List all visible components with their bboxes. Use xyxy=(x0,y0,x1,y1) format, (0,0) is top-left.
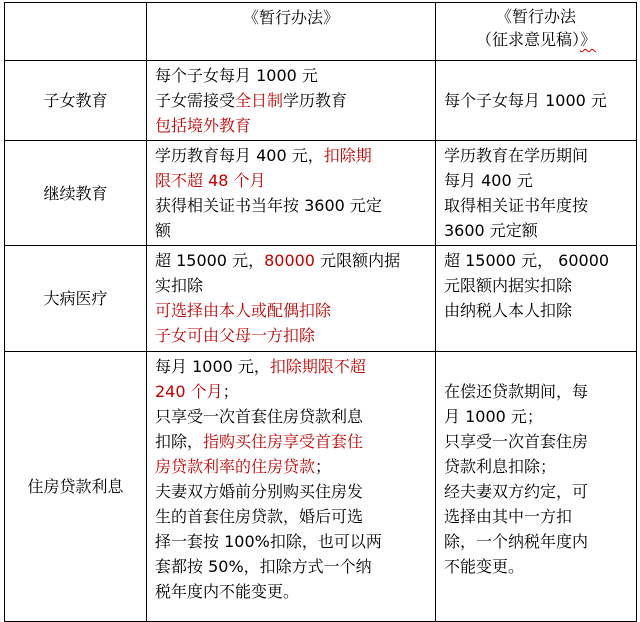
row-housing-loan-col1: 每月 1000 元，扣除期限不超 240 个月； 只享受一次首套住房贷款利息 扣除，指购买住房享受首套住 房贷款利率的住房贷款； 夫妻双方婚前分别购买住房发 生的首套住房贷款，婚后可选 择一套按 100%扣除，也可以两 套都按 50%，扣除方式一个纳 税年度内不能变更。 xyxy=(147,352,436,622)
header-empty-cell xyxy=(5,3,147,61)
table-row xyxy=(5,61,637,141)
row-label-continuing-education: 继续教育 xyxy=(5,141,147,246)
row-housing-loan-col2: 在偿还贷款期间，每 月 1000 元； 只享受一次首套住房 贷款利息扣除； 经夫妻双方约定，可 选择由其中一方扣 除，一个纳税年度内 不能变更。 xyxy=(436,352,637,622)
header-col1: 《暂行办法》 xyxy=(147,3,436,61)
row-label-serious-illness: 大病医疗 xyxy=(5,246,147,352)
row-child-education-col1: 每个子女每月 1000 元 子女需接受全日制学历教育 包括境外教育 xyxy=(147,61,436,141)
table-row xyxy=(5,141,637,246)
table-header-row xyxy=(5,3,637,61)
row-continuing-education-col2: 学历教育在学历期间 每月 400 元 取得相关证书年度按 3600 元定额 xyxy=(436,141,637,246)
table-row xyxy=(5,352,637,622)
policy-comparison-table xyxy=(4,2,637,622)
row-continuing-education-col1: 学历教育每月 400 元，扣除期 限不超 48 个月 获得相关证书当年按 3600 元定 额 xyxy=(147,141,436,246)
table-row xyxy=(5,246,637,352)
row-label-child-education: 子女教育 xyxy=(5,61,147,141)
row-serious-illness-col2: 超 15000 元， 60000 元限额内据实扣除 由纳税人本人扣除 xyxy=(436,246,637,352)
row-child-education-col2: 每个子女每月 1000 元 xyxy=(436,61,637,141)
row-serious-illness-col1: 超 15000 元，80000 元限额内据 实扣除 可选择由本人或配偶扣除 子女可由父母一方扣除 xyxy=(147,246,436,352)
row-label-housing-loan: 住房贷款利息 xyxy=(5,352,147,622)
header-col2: 《暂行办法 （征求意见稿）》 xyxy=(436,3,637,61)
